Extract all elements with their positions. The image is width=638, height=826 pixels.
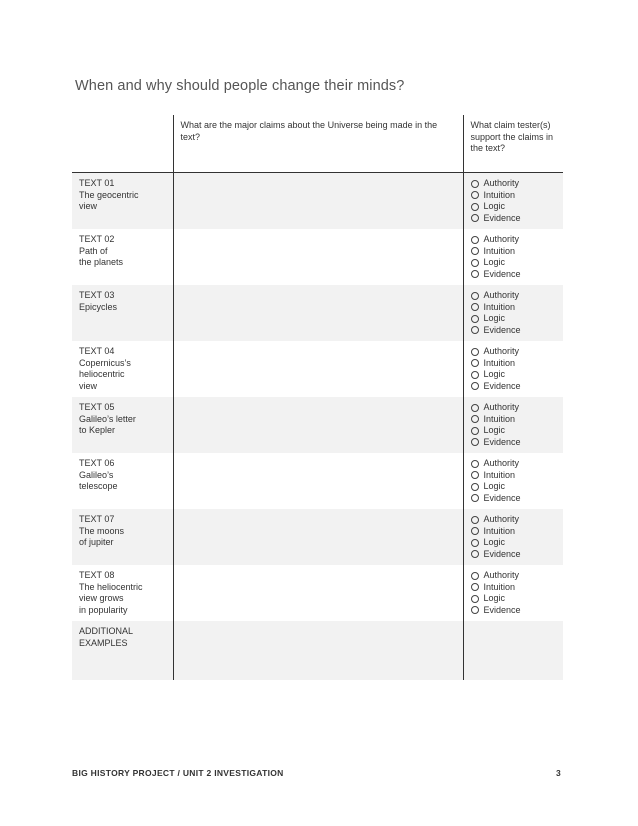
radio-circle-icon[interactable] (471, 348, 479, 356)
claim-tester-option[interactable] (471, 605, 557, 617)
claims-answer-cell[interactable] (173, 453, 463, 509)
text-label: TEXT 02 Path of the planets (79, 234, 124, 267)
claim-tester-option[interactable] (471, 269, 557, 281)
additional-label-cell (72, 621, 173, 680)
text-label-cell (72, 509, 173, 565)
option-label: Logic (483, 425, 506, 435)
radio-circle-icon[interactable] (471, 259, 479, 267)
claim-tester-option[interactable] (471, 458, 557, 470)
option-label: Logic (483, 313, 506, 323)
claim-tester-options (471, 290, 557, 336)
table-row (72, 565, 563, 621)
option-label: Authority (483, 234, 520, 244)
claim-tester-cell (463, 509, 563, 565)
text-label-cell (72, 173, 173, 230)
column-header-claims: What are the major claims about the Universe being made in the text? (173, 115, 463, 173)
table-row (72, 509, 563, 565)
option-label: Evidence (483, 436, 521, 447)
claim-tester-option[interactable] (471, 570, 557, 582)
radio-circle-icon[interactable] (471, 438, 479, 446)
claim-tester-option[interactable] (471, 425, 557, 437)
radio-circle-icon[interactable] (471, 236, 479, 244)
option-label: Logic (483, 369, 506, 379)
claims-table (72, 115, 563, 680)
option-label: Evidence (483, 380, 521, 391)
claim-tester-options (471, 570, 557, 616)
table-row (72, 341, 563, 397)
claims-answer-cell[interactable] (173, 509, 463, 565)
radio-circle-icon[interactable] (471, 595, 479, 603)
claim-tester-option[interactable] (471, 582, 557, 594)
claim-tester-option[interactable] (471, 358, 557, 370)
text-label: TEXT 06 Galileo’s telescope (79, 458, 118, 491)
radio-circle-icon[interactable] (471, 460, 479, 468)
radio-circle-icon[interactable] (471, 326, 479, 334)
claim-tester-option[interactable] (471, 414, 557, 426)
radio-circle-icon[interactable] (471, 516, 479, 524)
option-label: Authority (483, 178, 520, 188)
radio-circle-icon[interactable] (471, 247, 479, 255)
radio-circle-icon[interactable] (471, 494, 479, 502)
option-label: Logic (483, 537, 506, 547)
radio-circle-icon[interactable] (471, 404, 479, 412)
text-label: TEXT 05 Galileo’s letter to Kepler (79, 402, 136, 435)
option-label: Evidence (483, 268, 521, 279)
text-label-cell (72, 229, 173, 285)
radio-circle-icon[interactable] (471, 359, 479, 367)
option-label: Authority (483, 346, 520, 356)
claim-tester-option[interactable] (471, 313, 557, 325)
claim-tester-options (471, 402, 557, 448)
option-label: Intuition (483, 301, 516, 312)
option-label: Intuition (483, 413, 516, 424)
option-label: Evidence (483, 492, 521, 503)
table-row-additional (72, 621, 563, 680)
claim-tester-option[interactable] (471, 257, 557, 269)
text-label-cell (72, 285, 173, 341)
text-label-cell (72, 397, 173, 453)
claim-tester-option[interactable] (471, 234, 557, 246)
claim-tester-option[interactable] (471, 481, 557, 493)
claim-tester-cell (463, 453, 563, 509)
radio-circle-icon[interactable] (471, 539, 479, 547)
radio-circle-icon[interactable] (471, 483, 479, 491)
claim-tester-option[interactable] (471, 493, 557, 505)
text-label: TEXT 01 The geocentric view (79, 178, 139, 211)
radio-circle-icon[interactable] (471, 427, 479, 435)
text-label: TEXT 03 Epicycles (79, 290, 118, 312)
claims-answer-cell[interactable] (173, 229, 463, 285)
text-label-cell (72, 453, 173, 509)
claim-tester-option[interactable] (471, 369, 557, 381)
claims-answer-cell[interactable] (173, 285, 463, 341)
radio-circle-icon[interactable] (471, 415, 479, 423)
radio-circle-icon[interactable] (471, 583, 479, 591)
radio-circle-icon[interactable] (471, 270, 479, 278)
text-label-cell (72, 565, 173, 621)
additional-examples-label: ADDITIONAL EXAMPLES (79, 626, 134, 648)
radio-circle-icon[interactable] (471, 572, 479, 580)
claim-tester-options (471, 458, 557, 504)
option-label: Evidence (483, 604, 521, 615)
claim-tester-options (471, 514, 557, 560)
claim-tester-option[interactable] (471, 514, 557, 526)
option-label: Intuition (483, 469, 516, 480)
option-label: Intuition (483, 245, 516, 256)
radio-circle-icon[interactable] (471, 471, 479, 479)
option-label: Logic (483, 593, 506, 603)
table-row (72, 397, 563, 453)
claim-tester-option[interactable] (471, 549, 557, 561)
claim-tester-option[interactable] (471, 201, 557, 213)
option-label: Logic (483, 481, 506, 491)
claim-tester-cell (463, 285, 563, 341)
claim-tester-option[interactable] (471, 246, 557, 258)
radio-circle-icon[interactable] (471, 371, 479, 379)
option-label: Intuition (483, 581, 516, 592)
option-label: Authority (483, 514, 520, 524)
radio-circle-icon[interactable] (471, 315, 479, 323)
claim-tester-option[interactable] (471, 437, 557, 449)
claim-tester-option[interactable] (471, 190, 557, 202)
table-header-row (72, 115, 563, 173)
option-label: Evidence (483, 324, 521, 335)
claim-tester-option[interactable] (471, 537, 557, 549)
radio-circle-icon[interactable] (471, 303, 479, 311)
claim-tester-option[interactable] (471, 346, 557, 358)
page-number: 3 (556, 768, 561, 778)
claims-answer-cell[interactable] (173, 341, 463, 397)
claim-tester-option[interactable] (471, 470, 557, 482)
table-row (72, 173, 563, 230)
table-body (72, 173, 563, 681)
additional-claims-cell[interactable] (173, 621, 463, 680)
claim-tester-option[interactable] (471, 526, 557, 538)
claim-tester-option[interactable] (471, 381, 557, 393)
radio-circle-icon[interactable] (471, 606, 479, 614)
claim-tester-cell (463, 565, 563, 621)
option-label: Authority (483, 570, 520, 580)
text-label: TEXT 07 The moons of jupiter (79, 514, 125, 547)
table-row (72, 229, 563, 285)
claim-tester-option[interactable] (471, 213, 557, 225)
claim-tester-option[interactable] (471, 325, 557, 337)
table-row (72, 285, 563, 341)
radio-circle-icon[interactable] (471, 191, 479, 199)
footer-project-label: BIG HISTORY PROJECT / UNIT 2 INVESTIGATION (72, 768, 284, 778)
text-label-cell (72, 341, 173, 397)
radio-circle-icon[interactable] (471, 527, 479, 535)
column-header-claim-testers: What claim tester(s) support the claims in the text? (463, 115, 563, 173)
claim-tester-cell (463, 397, 563, 453)
claim-tester-options (471, 234, 557, 280)
option-label: Evidence (483, 212, 521, 223)
text-label: TEXT 04 Copernicus’s heliocentric view (79, 346, 131, 391)
option-label: Evidence (483, 548, 521, 559)
radio-circle-icon[interactable] (471, 180, 479, 188)
radio-circle-icon[interactable] (471, 382, 479, 390)
claim-tester-option[interactable] (471, 593, 557, 605)
radio-circle-icon[interactable] (471, 203, 479, 211)
option-label: Authority (483, 402, 520, 412)
claim-tester-options (471, 346, 557, 392)
claims-answer-cell[interactable] (173, 173, 463, 230)
option-label: Intuition (483, 357, 516, 368)
claim-tester-option[interactable] (471, 178, 557, 190)
option-label: Logic (483, 257, 506, 267)
option-label: Intuition (483, 189, 516, 200)
option-label: Authority (483, 458, 520, 468)
option-label: Intuition (483, 525, 516, 536)
claim-tester-cell (463, 341, 563, 397)
text-label: TEXT 08 The heliocentric view grows in popularity (79, 570, 143, 615)
claims-answer-cell[interactable] (173, 397, 463, 453)
page-title: When and why should people change their minds? (75, 78, 405, 94)
table-row (72, 453, 563, 509)
option-label: Logic (483, 201, 506, 211)
claim-tester-option[interactable] (471, 402, 557, 414)
option-label: Authority (483, 290, 520, 300)
radio-circle-icon[interactable] (471, 214, 479, 222)
claim-tester-cell (463, 229, 563, 285)
claim-tester-cell (463, 173, 563, 230)
claim-tester-option[interactable] (471, 302, 557, 314)
claim-tester-option[interactable] (471, 290, 557, 302)
claims-answer-cell[interactable] (173, 565, 463, 621)
additional-tester-cell[interactable] (463, 621, 563, 680)
radio-circle-icon[interactable] (471, 550, 479, 558)
radio-circle-icon[interactable] (471, 292, 479, 300)
column-header-text (72, 115, 173, 173)
claim-tester-options (471, 178, 557, 224)
